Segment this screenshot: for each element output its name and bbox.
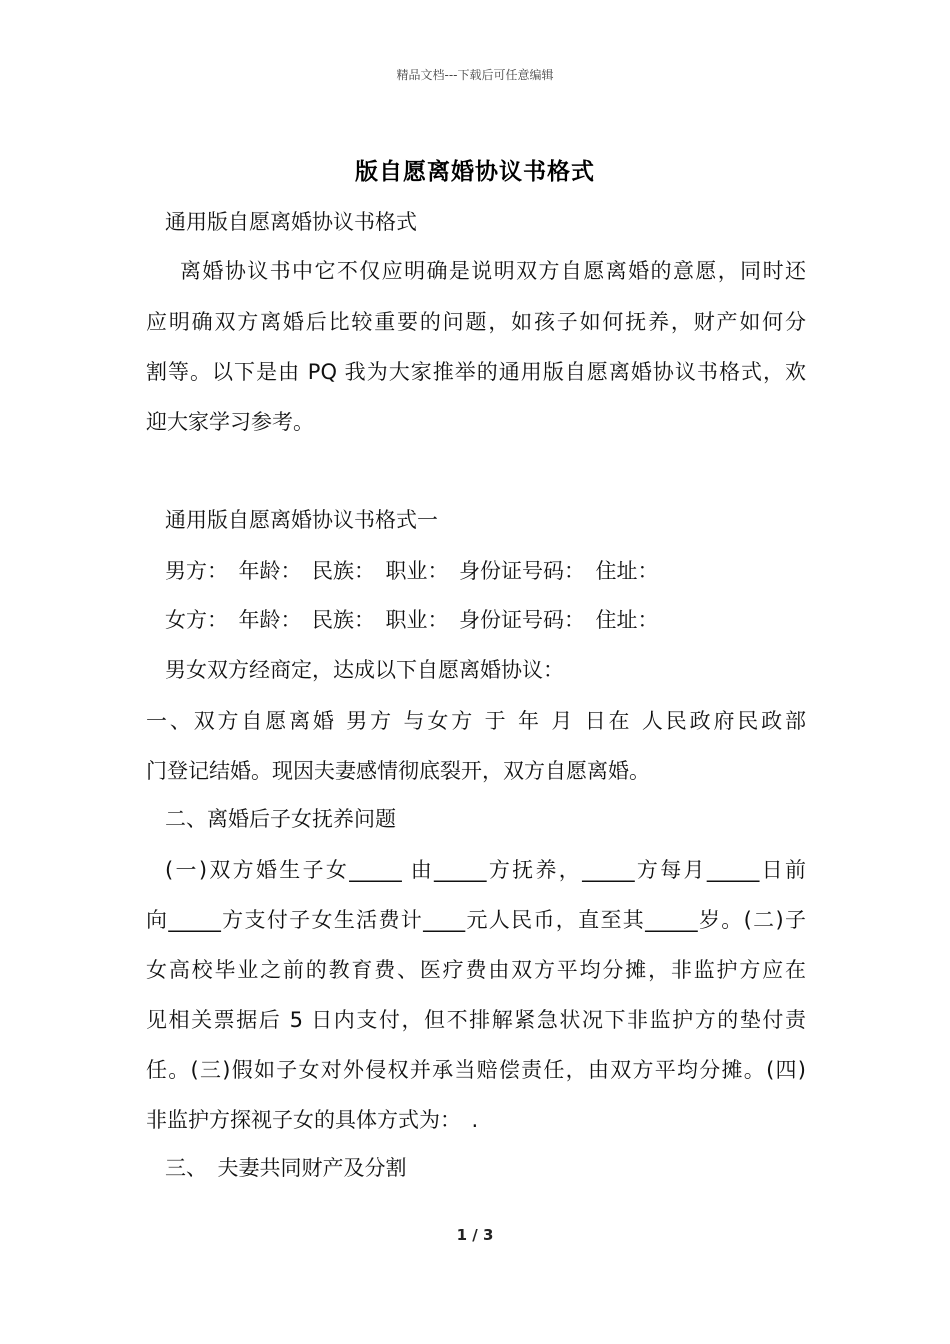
section-heading-format-one: 通用版自愿离婚协议书格式一 xyxy=(165,508,438,532)
clause-two-line-5: 任。(三)假如子女对外侵权并承当赔偿责任，由双方平均分摊。(四) xyxy=(146,1058,806,1082)
intro-paragraph-line-2: 应明确双方离婚后比较重要的问题，如孩子如何抚养，财产如何分 xyxy=(146,310,806,334)
clause-two-line-6: 非监护方探视子女的具体方式为： . xyxy=(146,1108,479,1132)
male-party-info-line: 男方： 年龄： 民族： 职业： 身份证号码： 住址： xyxy=(165,559,659,583)
intro-paragraph-line-4: 迎大家学习参考。 xyxy=(146,410,314,434)
agreement-intro-line: 男女双方经商定，达成以下自愿离婚协议： xyxy=(165,658,564,682)
clause-two-line-3: 女高校毕业之前的教育费、医疗费由双方平均分摊，非监护方应在 xyxy=(146,958,806,982)
clause-one-line-2: 门登记结婚。现因夫妻感情彻底裂开，双方自愿离婚。 xyxy=(146,759,650,783)
page-header-note: 精品文档---下载后可任意编辑 xyxy=(396,68,554,82)
clause-two-line-2: 向_____方支付子女生活费计____元人民币，直至其_____岁。(二)子 xyxy=(146,908,806,932)
subtitle-line: 通用版自愿离婚协议书格式 xyxy=(165,210,417,234)
page-number: 1 / 3 xyxy=(456,1226,494,1244)
clause-two-line-1: (一)双方婚生子女_____ 由_____方抚养，_____方每月_____日前 xyxy=(165,858,806,882)
female-party-info-line: 女方： 年龄： 民族： 职业： 身份证号码： 住址： xyxy=(165,608,659,632)
intro-paragraph-line-1: 离婚协议书中它不仅应明确是说明双方自愿离婚的意愿，同时还 xyxy=(180,259,806,283)
clause-two-heading: 二、离婚后子女抚养问题 xyxy=(165,807,396,831)
intro-paragraph-line-3: 割等。以下是由 PQ 我为大家推举的通用版自愿离婚协议书格式，欢 xyxy=(146,360,806,384)
clause-two-line-4: 见相关票据后 5 日内支付，但不排解紧急状况下非监护方的垫付责 xyxy=(146,1008,806,1032)
clause-one-line-1: 一、双方自愿离婚 男方 与女方 于 年 月 日在 人民政府民政部 xyxy=(146,709,806,733)
document-title: 版自愿离婚协议书格式 xyxy=(355,159,595,185)
clause-three-heading: 三、 夫妻共同财产及分割 xyxy=(165,1156,407,1180)
